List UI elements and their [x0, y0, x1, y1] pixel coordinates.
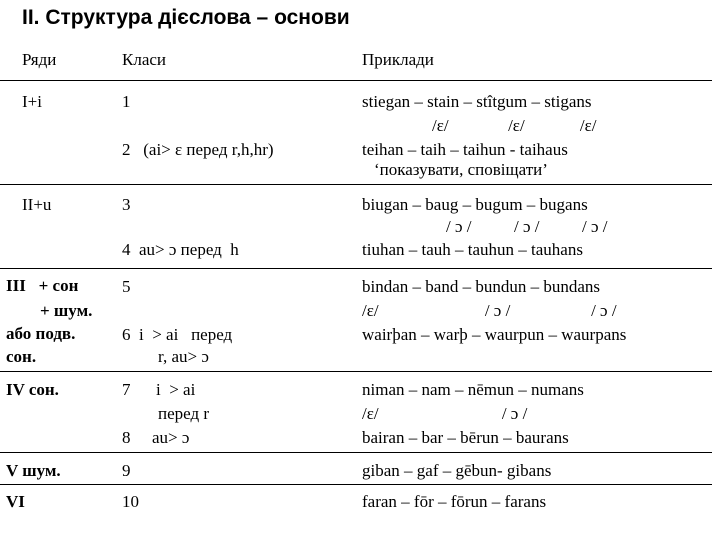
row3-class1: 5 — [122, 277, 131, 296]
page-title: ІІ. Структура дієслова – основи — [22, 6, 350, 29]
row1-class1: 1 — [122, 92, 131, 111]
row4-ryad: IV сон. — [6, 380, 59, 399]
row4-class2-text: au> ɔ — [152, 428, 190, 447]
row1-example2: teihan – taih – taihun - taihaus — [362, 140, 568, 159]
row3-class2-line1: 6 і > ai перед — [122, 325, 233, 344]
row1-gloss: ‘показувати, сповіщати’ — [374, 160, 548, 179]
table-rule — [0, 268, 712, 269]
row4-example2: bairan – bar – bērun – baurans — [362, 428, 569, 447]
row6-class1: 10 — [122, 492, 139, 511]
table-rule — [0, 452, 712, 453]
header-klasy: Класи — [122, 50, 167, 69]
row2-class1: 3 — [122, 195, 131, 214]
row4-class1: 7 — [122, 380, 131, 399]
table-rule — [0, 80, 712, 81]
row6-example1: faran – fōr – fōrun – farans — [362, 492, 547, 511]
row4-class1-line2: перед r — [158, 404, 210, 423]
row5-example1: giban – gaf – gēbun- gibans — [362, 461, 552, 480]
row1-transcription: /ε/ /ε/ /ε/ — [432, 116, 597, 135]
row4-transcription: /ε/ / ɔ / — [362, 404, 528, 423]
row3-ryad-line1: ІІІ + сон — [6, 276, 79, 295]
row3-ryad-line4: сон. — [6, 347, 37, 366]
row3-ryad-line2: + шум. — [40, 301, 93, 320]
row4-example1: niman – nam – nēmun – numans — [362, 380, 584, 399]
table-rule — [0, 184, 712, 185]
row6-ryad: VI — [6, 492, 25, 511]
row5-ryad: V шум. — [6, 461, 61, 480]
table-rule — [0, 484, 712, 485]
row3-class2-line2: r, au> ɔ — [158, 347, 209, 366]
row2-example2: tiuhan – tauh – tauhun – tauhans — [362, 240, 583, 259]
row3-ryad-line3: або подв. — [6, 324, 76, 343]
row2-transcription: / ɔ / / ɔ / / ɔ / — [446, 217, 608, 236]
row4-class1-line1: і > ai — [156, 380, 196, 399]
row1-ryad: І+і — [22, 92, 42, 111]
row2-class2: 4 au> ɔ перед h — [122, 240, 239, 259]
row3-transcription: /ε/ / ɔ / / ɔ / — [362, 301, 617, 320]
row2-ryad: ІІ+u — [22, 195, 52, 214]
header-ryady: Ряди — [22, 50, 57, 69]
row3-example2: wairþan – warþ – waurpun – waurpans — [362, 325, 627, 344]
row1-class2: 2 (ai> ε перед r,h,hr) — [122, 140, 274, 159]
row2-example1: biugan – baug – bugum – bugans — [362, 195, 588, 214]
row3-example1: bindan – band – bundun – bundans — [362, 277, 600, 296]
table-rule — [0, 371, 712, 372]
row1-example1: stiegan – stain – stîtgum – stigans — [362, 92, 592, 111]
row4-class2: 8 — [122, 428, 131, 447]
row5-class1: 9 — [122, 461, 131, 480]
header-pryklady: Приклади — [362, 50, 434, 69]
